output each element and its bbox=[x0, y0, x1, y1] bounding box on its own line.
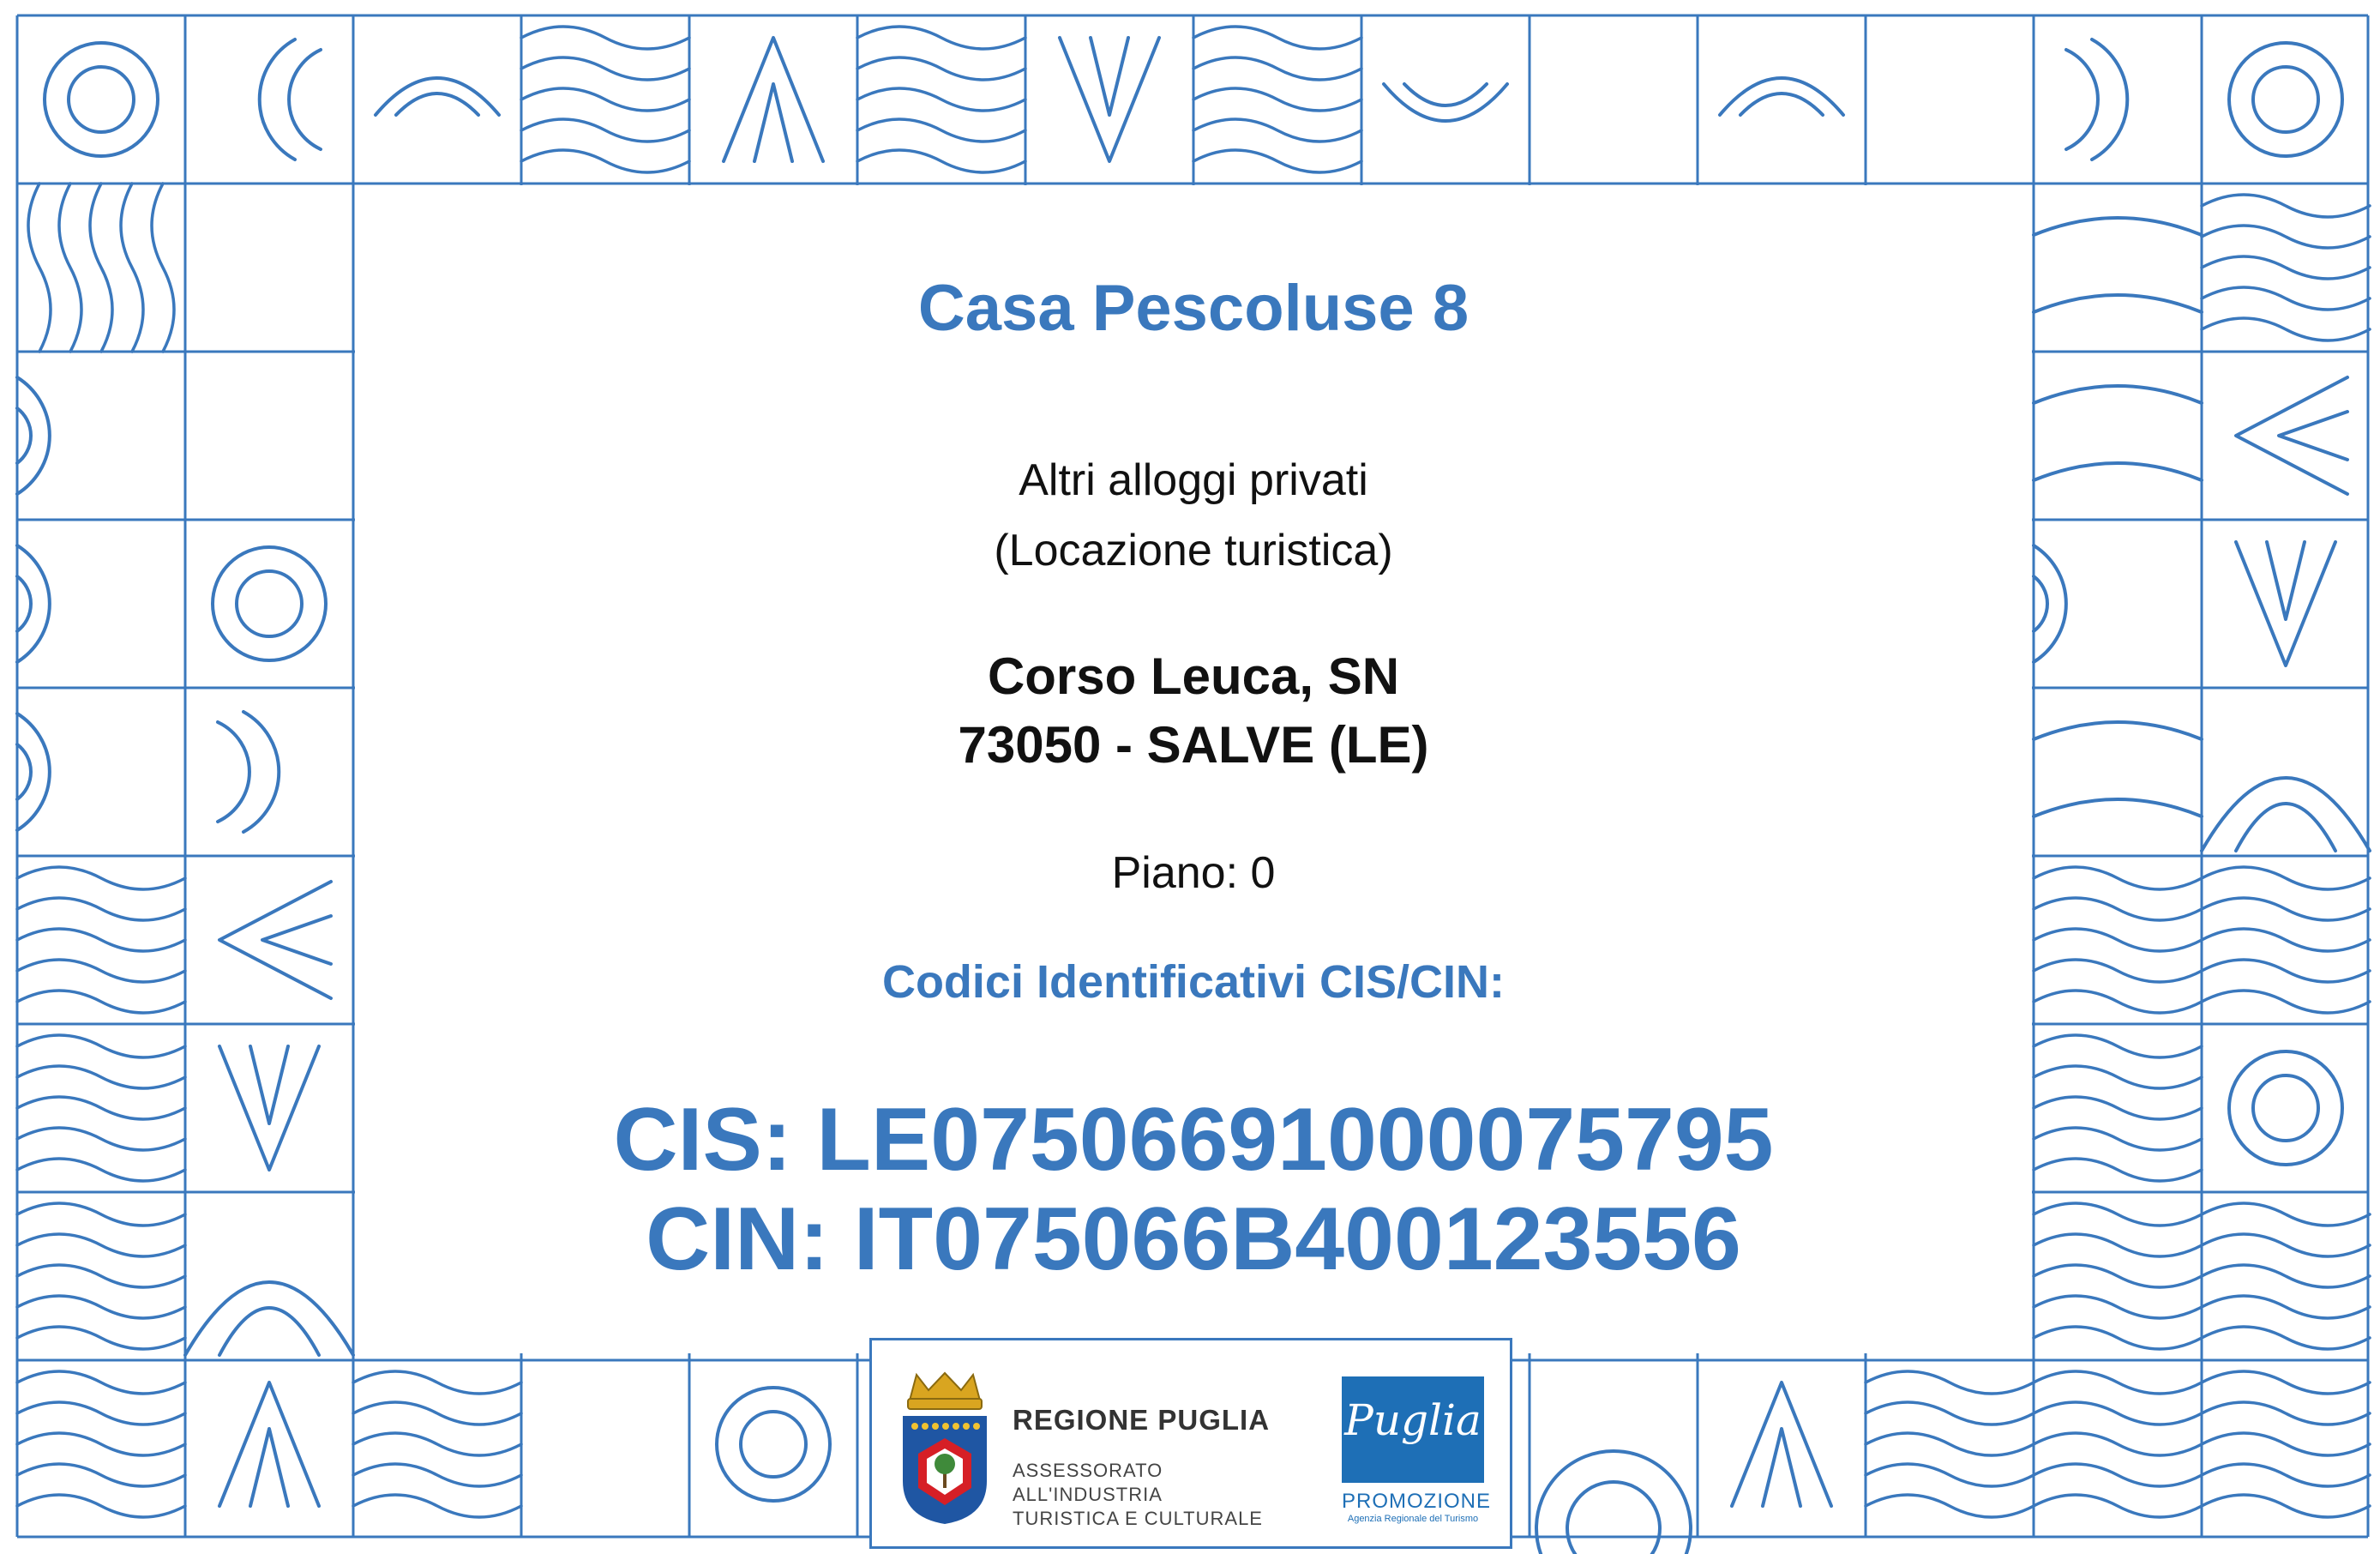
address-street: Corso Leuca, SN bbox=[987, 648, 1400, 705]
cin-code: CIN: IT075066B400123556 bbox=[646, 1190, 1741, 1289]
category-line-2: (Locazione turistica) bbox=[994, 526, 1393, 575]
logos-box bbox=[869, 1338, 1512, 1549]
region-name: REGIONE PUGLIA bbox=[1013, 1404, 1271, 1436]
promozione-tagline: Agenzia Regionale del Turismo bbox=[1347, 1514, 1479, 1524]
address-city: 73050 - SALVE (LE) bbox=[958, 716, 1429, 774]
floor-label: Piano: 0 bbox=[1111, 848, 1276, 898]
codes-heading: Codici Identificativi CIS/CIN: bbox=[881, 956, 1506, 1008]
property-title: Casa Pescoluse 8 bbox=[917, 272, 1469, 345]
region-subtitle: ASSESSORATO ALL'INDUSTRIA TURISTICA E CULTURALE bbox=[1013, 1460, 1263, 1529]
puglia-logo-wordmark: Puglia bbox=[1344, 1395, 1481, 1445]
puglia-promozione-logo bbox=[1342, 1376, 1492, 1524]
info-card bbox=[355, 185, 2032, 1353]
cis-code: CIS: LE07506691000075795 bbox=[613, 1090, 1774, 1190]
promozione-label: PROMOZIONE bbox=[1342, 1490, 1492, 1513]
coat-of-arms-icon bbox=[898, 1371, 992, 1526]
category-line-1: Altri alloggi privati bbox=[1019, 455, 1368, 505]
